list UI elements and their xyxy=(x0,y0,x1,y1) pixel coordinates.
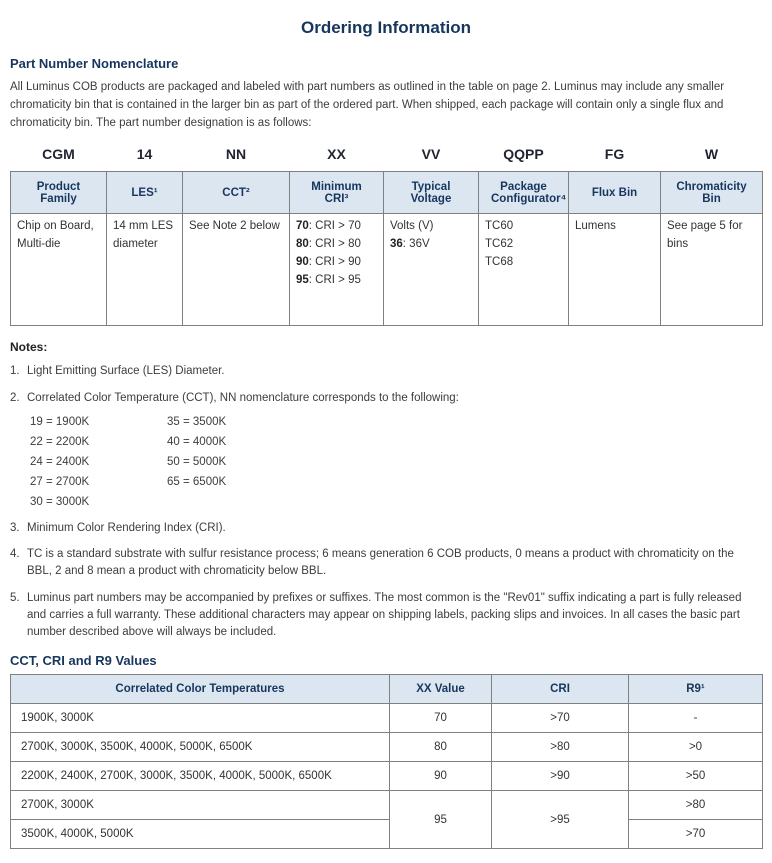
part-number-header-row xyxy=(11,172,763,214)
note-text: Correlated Color Temperature (CCT), NN nomenclature corresponds to the following: xyxy=(27,391,459,404)
values-cell-temps: 2700K, 3000K xyxy=(11,791,390,820)
values-row xyxy=(11,762,763,791)
cri-option xyxy=(296,236,377,254)
column-header-package-configurator: Package Configurator⁴ xyxy=(479,172,569,214)
nomenclature-heading: Part Number Nomenclature xyxy=(10,56,179,71)
values-cell-temps: 2200K, 2400K, 2700K, 3000K, 3500K, 4000K, 5000K, 6500K xyxy=(11,762,390,791)
cri-option-code: 70 xyxy=(296,220,309,233)
voltage-desc: : 36V xyxy=(402,238,430,251)
cell-cct: See Note 2 below xyxy=(183,214,290,326)
note-text: Luminus part numbers may be accompanied by prefixes or suffixes. The most common is the "Rev01" suffix indicating a part is fully released and carries a full warranty. These additional characters may appear on shipping labels, packing slips and invoices. In all cases the basic part number described above will always be included. xyxy=(27,591,742,639)
values-cell-r9: >80 xyxy=(629,791,763,820)
voltage-code: 36 xyxy=(390,238,403,251)
part-code-chromaticity: W xyxy=(704,146,719,163)
cell-product-family: Chip on Board, Multi-die xyxy=(11,214,107,326)
part-number-table xyxy=(10,142,763,326)
values-cell-cri: >70 xyxy=(492,704,629,733)
note-number: 5. xyxy=(10,591,20,604)
column-header-cct: CCT² xyxy=(183,172,290,214)
cell-minimum-cri xyxy=(290,214,384,326)
cct-cri-r9-table xyxy=(10,674,763,849)
values-header-xx: XX Value xyxy=(390,675,492,704)
cct-map-entry: 50 = 5000K xyxy=(167,455,227,468)
part-code-flux: FG xyxy=(604,146,625,163)
package-option: TC60 xyxy=(485,220,514,233)
cri-option-desc: : CRI > 70 xyxy=(308,220,361,233)
values-cell-xx: 80 xyxy=(390,733,492,762)
note-text: Minimum Color Rendering Index (CRI). xyxy=(27,521,226,534)
part-number-data-row xyxy=(11,214,763,326)
values-cell-cri: >80 xyxy=(492,733,629,762)
cct-map-entry: 30 = 3000K xyxy=(30,495,90,508)
column-header-flux-bin: Flux Bin xyxy=(569,172,661,214)
nomenclature-intro: All Luminus COB products are packaged and labeled with part numbers as outlined in the table on page 2. Luminus may include any smaller chromaticity bin that is contained in the larger bin as part of the ordered part. When shipped, each package will contain only a single flux and chromaticity bin. The part number designation is as follows: xyxy=(10,81,725,130)
cri-option-code: 80 xyxy=(296,238,309,251)
part-code-cct: NN xyxy=(225,146,247,163)
note-item-1 xyxy=(10,363,762,380)
values-cell-temps: 2700K, 3000K, 3500K, 4000K, 5000K, 6500K xyxy=(11,733,390,762)
values-cell-xx-merged: 95 xyxy=(390,791,492,849)
cri-option-code: 90 xyxy=(296,256,309,269)
cell-chromaticity-bin: See page 5 for bins xyxy=(661,214,763,326)
values-cell-xx: 90 xyxy=(390,762,492,791)
package-option: TC62 xyxy=(485,238,514,251)
part-code-les: 14 xyxy=(136,146,153,163)
values-cell-cri-merged: >95 xyxy=(492,791,629,849)
note-number: 2. xyxy=(10,391,20,404)
cell-package-configurator xyxy=(479,214,569,326)
note-item-2 xyxy=(10,390,762,407)
part-code-row xyxy=(11,142,763,172)
note-number: 4. xyxy=(10,548,20,561)
values-header-row xyxy=(11,675,763,704)
column-header-typical-voltage: Typical Voltage xyxy=(384,172,479,214)
cct-map-entry: 35 = 3500K xyxy=(167,415,227,428)
note-item-3 xyxy=(10,520,762,537)
values-header-r9: R9¹ xyxy=(629,675,763,704)
cct-map-entry: 65 = 6500K xyxy=(167,475,227,488)
values-cell-r9: >70 xyxy=(629,820,763,849)
values-header-cri: CRI xyxy=(492,675,629,704)
values-cell-r9: >0 xyxy=(629,733,763,762)
note-item-4 xyxy=(10,546,762,581)
column-header-minimum-cri: Minimum CRI³ xyxy=(290,172,384,214)
note-item-5 xyxy=(10,590,762,642)
cell-les: 14 mm LES diameter xyxy=(107,214,183,326)
values-cell-r9: >50 xyxy=(629,762,763,791)
part-code-voltage: VV xyxy=(421,146,441,163)
cell-flux-bin: Lumens xyxy=(569,214,661,326)
values-cell-xx: 70 xyxy=(390,704,492,733)
cct-map-entry: 24 = 2400K xyxy=(30,455,90,468)
package-option: TC68 xyxy=(485,256,514,269)
voltage-option xyxy=(390,236,472,254)
values-row xyxy=(11,820,763,849)
page-title: Ordering Information xyxy=(301,18,471,37)
part-code-cri: XX xyxy=(327,146,346,163)
note-number: 3. xyxy=(10,521,20,534)
cct-map-entry: 22 = 2200K xyxy=(30,435,90,448)
values-cell-r9: - xyxy=(629,704,763,733)
cri-option-desc: : CRI > 95 xyxy=(308,273,361,286)
cct-map-entry: 27 = 2700K xyxy=(30,475,90,488)
part-code-package: QQPP xyxy=(503,146,544,163)
cct-code-map xyxy=(30,416,762,508)
note-text: Light Emitting Surface (LES) Diameter. xyxy=(27,365,225,378)
note-text: TC is a standard substrate with sulfur resistance process; 6 means generation 6 COB products, 0 means a product with chromaticity on the BBL, 2 and 8 mean a product with chromaticity below BBL. xyxy=(27,548,734,578)
voltage-label: Volts (V) xyxy=(390,220,434,233)
cri-option xyxy=(296,254,377,272)
values-header-temps: Correlated Color Temperatures xyxy=(11,675,390,704)
column-header-product-family: Product Family xyxy=(11,172,107,214)
cri-option-code: 95 xyxy=(296,273,309,286)
cri-option xyxy=(296,272,377,290)
notes-heading: Notes: xyxy=(10,340,48,355)
column-header-les: LES¹ xyxy=(107,172,183,214)
values-cell-temps: 1900K, 3000K xyxy=(11,704,390,733)
column-header-chromaticity-bin: Chromaticity Bin xyxy=(661,172,763,214)
values-row xyxy=(11,791,763,820)
values-cell-temps: 3500K, 4000K, 5000K xyxy=(11,820,390,849)
cri-option-desc: : CRI > 80 xyxy=(308,238,361,251)
cri-option xyxy=(296,218,377,236)
cct-map-entry: 19 = 1900K xyxy=(30,415,90,428)
cri-option-desc: : CRI > 90 xyxy=(308,256,361,269)
cct-cri-r9-heading: CCT, CRI and R9 Values xyxy=(10,653,157,669)
values-row xyxy=(11,704,763,733)
part-code-family: CGM xyxy=(42,146,75,163)
values-cell-cri: >90 xyxy=(492,762,629,791)
cct-map-entry: 40 = 4000K xyxy=(167,435,227,448)
cell-typical-voltage xyxy=(384,214,479,326)
note-number: 1. xyxy=(10,365,20,378)
values-row xyxy=(11,733,763,762)
